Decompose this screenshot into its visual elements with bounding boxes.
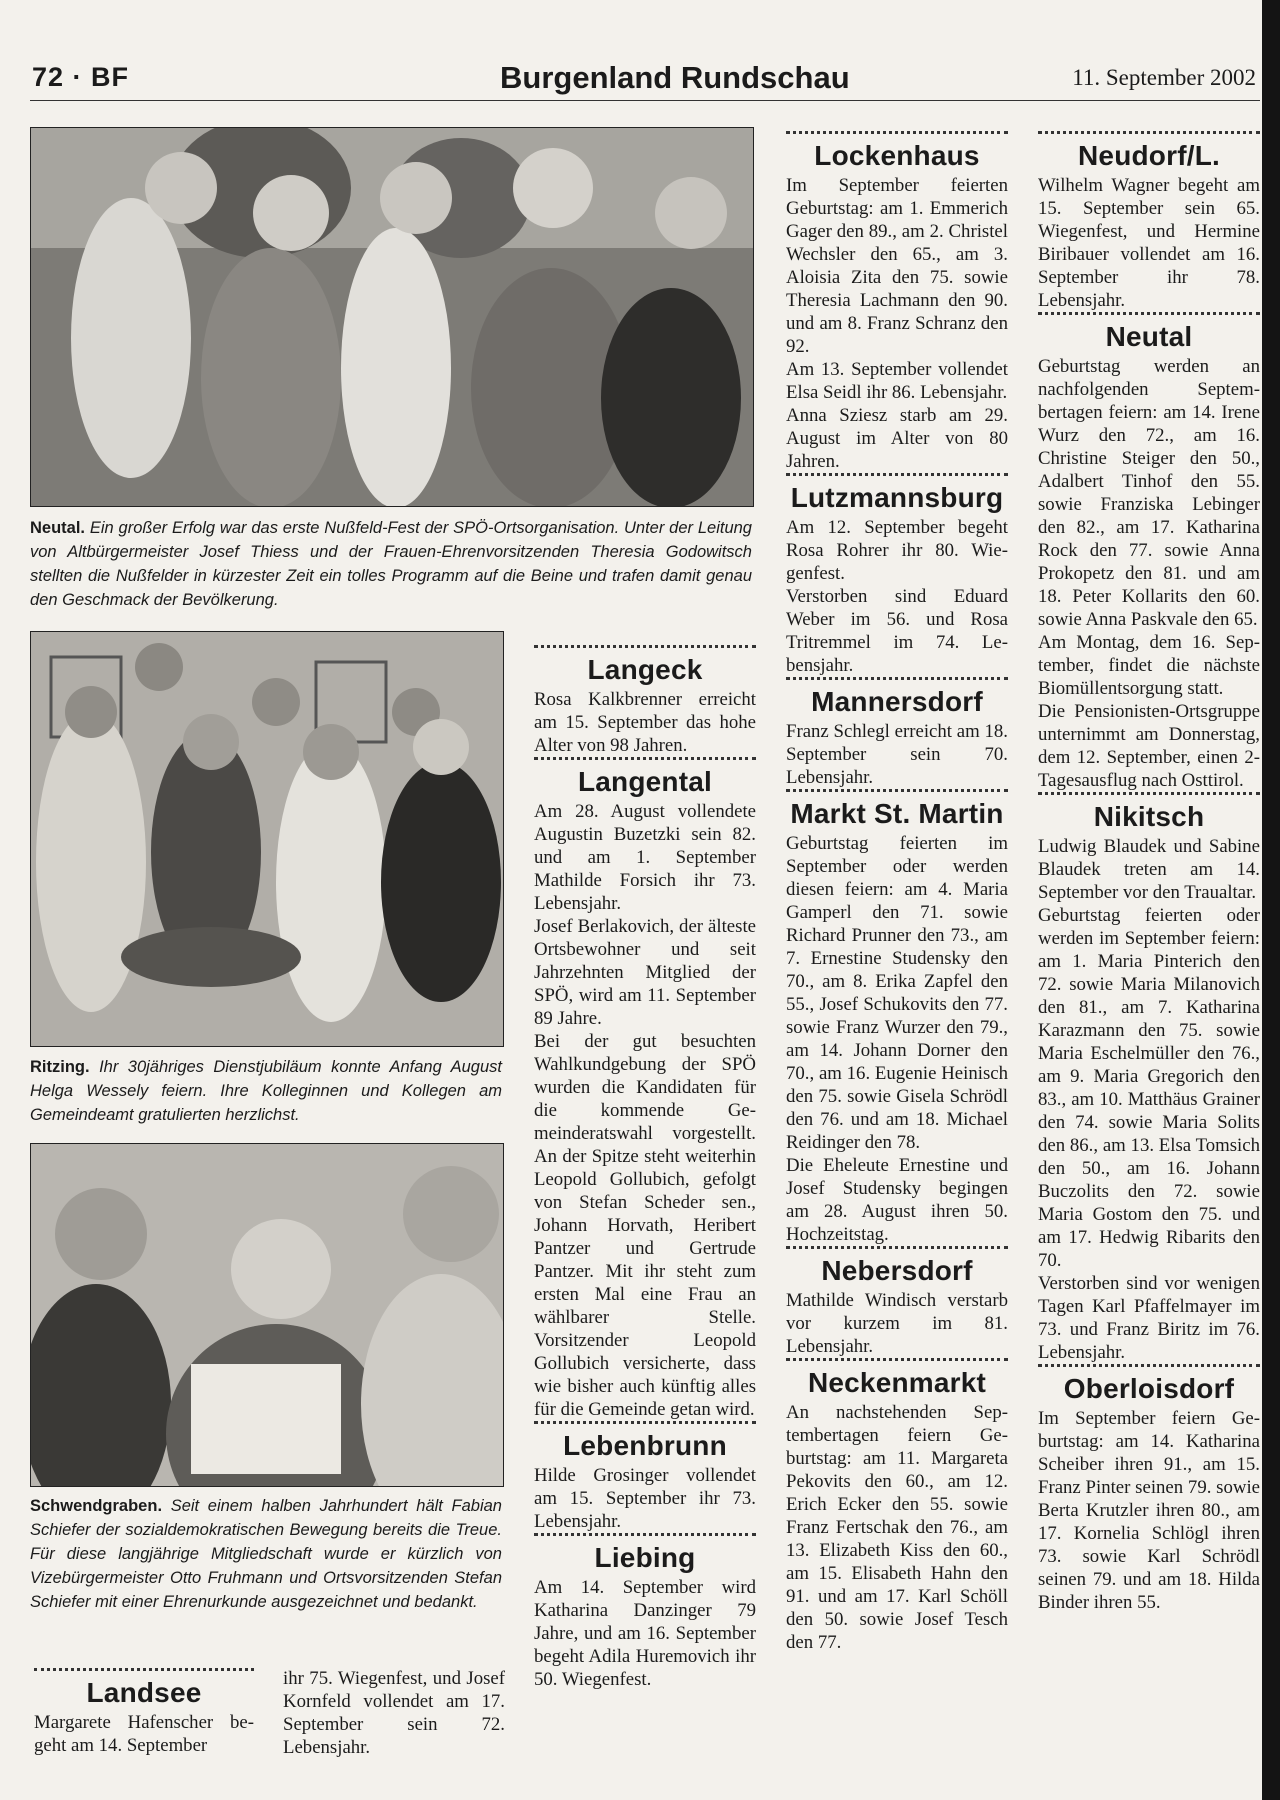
section-title: Neudorf/L. xyxy=(1078,140,1220,171)
caption-text: Seit einem halben Jahrhundert hält Fabian Schiefer der sozialdemokratischen Bewegung bereits die Treue. Für diese langjährige Mitgliedschaft wurde er kürzlich von Vizebürgermeister Otto Fruhmann und Ortsvorsitzenden Stefan Schiefer mit einer Ehrenurkunde ausgezeichnet und bedankt. xyxy=(30,1497,502,1611)
section-text: Margarete Hafenscher begeht am 14. September xyxy=(34,1712,254,1756)
scan-edge xyxy=(1262,0,1280,1800)
photo-ritzing xyxy=(30,631,504,1047)
section-lutzmannsburg xyxy=(786,473,1008,677)
section-divider xyxy=(1038,792,1260,795)
section-langeck xyxy=(534,645,756,757)
section-lebenbrunn xyxy=(534,1421,756,1533)
section-nikitsch xyxy=(1038,792,1260,1364)
section-divider xyxy=(1038,312,1260,315)
section-mannersdorf xyxy=(786,677,1008,789)
section-neutal xyxy=(1038,312,1260,792)
section-title: Lebenbrunn xyxy=(563,1430,727,1461)
section-divider xyxy=(786,1246,1008,1249)
caption-text: Ihr 30jähriges Dienstjubiläum konnte Anfang August Helga Wessely feiern. Ihre Kolleginnen und Kollegen am Gemeindeamt gratulierten herzlichst. xyxy=(30,1058,502,1124)
section-text: Geburtstag werden an nachfolgenden Septembertagen feiern: am 14. Irene Wurz den 72., am 16. Christine Steiger den 50., Adalbert Tinhof den 55. sowie Franziska Lebinger den 82., am 17. Katharina Rock den 77. sowie Anna Prokopetz den 81. und am 18. Peter Kollarits den 60. sowie Anna Paskvale den 65. xyxy=(1038,356,1260,630)
section-text: Wilhelm Wagner begeht am 15. September sein 65. Wiegenfest, und Hermine Biribauer vollendet am 16. September ihr 78. Lebensjahr. xyxy=(1038,175,1260,311)
section-text: Am 28. August vollendete Augustin Buzetzki sein 82. und am 1. September Mathilde Forsich ihr 73. Lebensjahr. xyxy=(534,801,756,914)
section-text: Verstorben sind Eduard Weber im 56. und Rosa Tritremmel im 74. Lebensjahr. xyxy=(786,586,1008,676)
section-title: Lockenhaus xyxy=(814,140,980,171)
section-title: Neutal xyxy=(1105,321,1193,352)
section-title: Lutzmannsburg xyxy=(790,482,1004,513)
section-title: Langental xyxy=(577,766,713,797)
section-divider xyxy=(1038,1364,1260,1367)
section-lockenhaus xyxy=(786,131,1008,473)
newspaper-title: Burgenland Rundschau xyxy=(500,60,850,95)
section-divider xyxy=(534,1533,756,1536)
caption-text: Ein großer Erfolg war das erste Nußfeld-Fest der SPÖ-Ortsorganisation. Unter der Leitung von Altbürgermeister Josef Thiess und der Frauen-Ehrenvorsitzenden Theresia Godowitsch stellten die Nußfelder in kürzester Zeit ein tolles Programm auf die Beine und trafen damit genau den Geschmack der Bevölkerung. xyxy=(30,519,752,609)
section-marktstmartin xyxy=(786,789,1008,1246)
section-text: Bei der gut besuchten Wahlkundgebung der SPÖ wurden die Kandidaten für die kommende Gemeinderatswahl vorgestellt. An der Spitze steht weiterhin Leopold Gollubich, gefolgt von Stefan Scheder sen., Johann Horvath, Heribert Pantzer und Gertrude Pantzer. Mit ihr steht zum ersten Mal eine Frau an wählbarer Stelle. Vorsitzender Leopold Gollubich versicherte, dass wie bisher auch künftig alles für die Gemeinde getan wird. xyxy=(534,1031,756,1420)
section-divider xyxy=(786,677,1008,680)
section-text: Geburtstag feierten oder werden im September feiern: am 1. Maria Pinterich den 72. sowie Maria Milanovich den 81., am 7. Katharina Karazmann den 75. sowie Maria Eschelmüller den 76., am 9. Maria Gregorich den 83., am 10. Matthäus Grainer den 74. sowie Maria Solits den 86., am 13. Elsa Tomsich den 50., am 16. Johann Buczolits den 72. sowie Maria Gostom den 75. und am 17. Hedwig Ribarits den 70. xyxy=(1038,905,1260,1271)
section-divider xyxy=(534,645,756,648)
section-text: Am 12. September begeht Rosa Rohrer ihr 80. Wiegenfest. xyxy=(786,517,1008,584)
section-title: Nikitsch xyxy=(1093,801,1205,832)
caption-place: Neutal. xyxy=(30,519,86,537)
section-text: Josef Berlakovich, der älteste Ortsbewohner und seit Jahrzehnten Mitglied der SPÖ, wird am 11. September 89 Jahre. xyxy=(534,916,756,1029)
caption-place: Ritzing. xyxy=(30,1058,90,1076)
section-divider xyxy=(786,473,1008,476)
section-text: Hilde Grosinger vollendet am 15. September ihr 73. Lebensjahr. xyxy=(534,1465,756,1532)
caption-schwendgraben xyxy=(30,1494,502,1614)
section-title: Landsee xyxy=(86,1677,202,1708)
section-text: Am 13. September vollendet Elsa Seidl ihr 86. Lebensjahr. xyxy=(786,359,1008,403)
section-nebersdorf xyxy=(786,1246,1008,1358)
section-neckenmarkt xyxy=(786,1358,1008,1654)
section-text: Ludwig Blaudek und Sabine Blaudek treten am 14. September vor den Traualtar. xyxy=(1038,836,1260,903)
section-oberloisdorf xyxy=(1038,1364,1260,1614)
section-text: Die Pensionisten-Ortsgruppe unternimmt am Donnerstag, dem 12. September, einen 2-Tagesausflug nach Osttirol. xyxy=(1038,701,1260,791)
section-text: Anna Sziesz starb am 29. August im Alter von 80 Jahren. xyxy=(786,405,1008,472)
section-divider xyxy=(34,1668,254,1671)
issue-date: 11. September 2002 xyxy=(1072,65,1256,90)
section-text: Mathilde Windisch verstarb vor kurzem im 81. Lebensjahr. xyxy=(786,1290,1008,1357)
section-langental xyxy=(534,757,756,1421)
section-title: Langeck xyxy=(587,654,703,685)
section-text: Geburtstag feierten im September oder werden diesen feiern: am 4. Maria Gamperl den 71. sowie Richard Prunner den 73., am 7. Ernestine Studensky den 70., am 8. Erika Zapfel den 55., Josef Schukovits den 77. sowie Franz Wurzer den 79., am 14. Johann Dorner den 70., am 16. Eugenie Heinisch den 75. sowie Gisela Schrödl den 76. und am 18. Michael Reidinger den 78. xyxy=(786,833,1008,1153)
section-divider xyxy=(786,1358,1008,1361)
section-text: An nachstehenden Septembertagen feiern Geburtstag: am 11. Margareta Pekovits den 60., am 12. Erich Ecker den 55. sowie Franz Fertschak den 76., am 13. Elizabeth Kiss den 60., am 15. Elisabeth Hahn den 91. und am 17. Karl Schöll den 50. sowie Josef Tesch den 77. xyxy=(786,1402,1008,1653)
section-title: Nebersdorf xyxy=(821,1255,973,1286)
section-neudorf xyxy=(1038,131,1260,312)
caption-place: Schwendgraben. xyxy=(30,1497,163,1515)
section-title: Liebing xyxy=(594,1542,696,1573)
photo-schwendgraben xyxy=(30,1143,504,1487)
section-landsee xyxy=(34,1668,254,1757)
section-text: Rosa Kalkbrenner erreicht am 15. September das hohe Alter von 98 Jahren. xyxy=(534,689,756,756)
section-divider xyxy=(534,1421,756,1424)
section-title: Markt St. Martin xyxy=(790,798,1004,829)
section-text: Verstorben sind vor wenigen Tagen Karl Pfaffelmayer im 73. und Franz Biritz im 76. Lebensjahr. xyxy=(1038,1273,1260,1363)
section-text: Im September feiern Geburtstag: am 14. Katharina Scheiber ihren 91., am 15. Franz Pinter seinen 79. sowie Berta Krutzler ihren 80., am 17. Kornelia Schlögl ihren 73. sowie Karl Schrödl seinen 79. und am 18. Hilda Binder ihren 55. xyxy=(1038,1408,1260,1613)
section-title: Neckenmarkt xyxy=(807,1367,987,1398)
column-b xyxy=(534,645,756,1691)
section-text: ihr 75. Wiegenfest, und Josef Kornfeld vollendet am 17. September sein 72. Lebensjahr. xyxy=(283,1668,505,1758)
section-divider xyxy=(786,131,1008,134)
page-number: 72 · BF xyxy=(32,62,130,92)
section-text: Im September feierten Geburtstag: am 1. Emmerich Gager den 89., am 2. Christel Wechsler den 65., am 3. Aloisia Zita den 75. sowie Theresia Lachmann den 90. und am 8. Franz Schranz den 92. xyxy=(786,175,1008,357)
caption-neutal xyxy=(30,516,752,612)
section-text: Franz Schlegl erreicht am 18. September sein 70. Lebensjahr. xyxy=(786,721,1008,788)
masthead xyxy=(30,58,1260,101)
section-landsee-continued xyxy=(283,1667,505,1759)
section-text: Die Eheleute Ernestine und Josef Studensky begingen am 28. August ihren 50. Hochzeitstag. xyxy=(786,1155,1008,1245)
section-divider xyxy=(1038,131,1260,134)
column-c xyxy=(786,131,1008,1654)
section-title: Oberloisdorf xyxy=(1063,1373,1235,1404)
section-text: Am Montag, dem 16. September, findet die nächste Biomüllentsorgung statt. xyxy=(1038,632,1260,699)
section-text: Am 14. September wird Katharina Danzinger 79 Jahre, und am 16. September begeht Adila Huremovich ihr 50. Wiegenfest. xyxy=(534,1577,756,1690)
section-divider xyxy=(786,789,1008,792)
section-title: Mannersdorf xyxy=(811,686,983,717)
section-liebing xyxy=(534,1533,756,1691)
section-divider xyxy=(534,757,756,760)
column-d xyxy=(1038,131,1260,1614)
photo-neutal xyxy=(30,127,754,507)
caption-ritzing xyxy=(30,1055,502,1127)
